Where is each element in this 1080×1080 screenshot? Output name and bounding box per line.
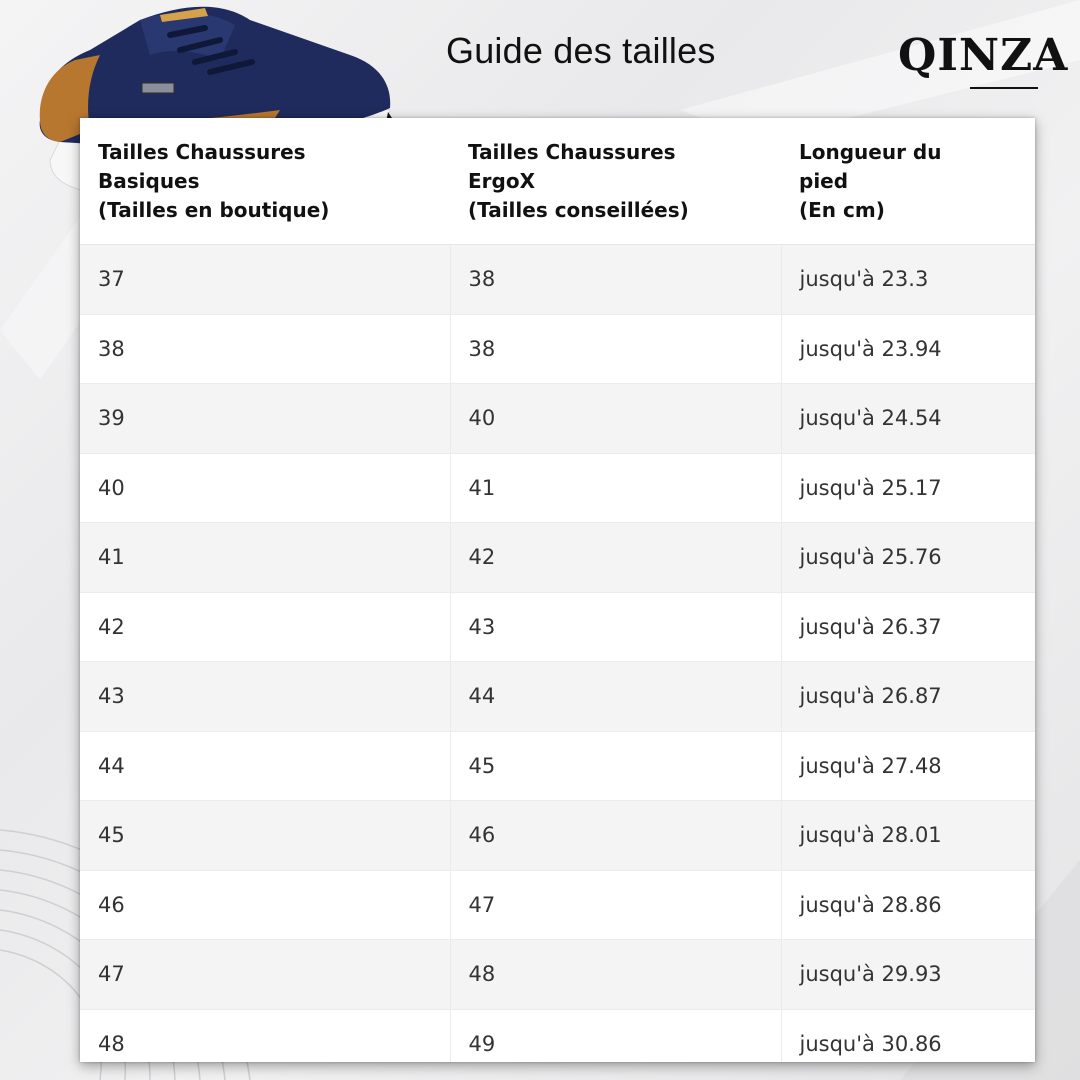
basic-size-cell: 46 [80,870,450,940]
table-row [80,384,1035,454]
ergox-size-cell: 42 [450,523,781,593]
header-line: Tailles Chaussures [468,139,676,164]
ergox-size-cell: 38 [450,314,781,384]
header-line: pied [799,168,849,193]
ergox-size-cell: 45 [450,731,781,801]
ergox-size-cell: 44 [450,662,781,732]
table-row [80,314,1035,384]
table-row [80,523,1035,593]
table-row [80,453,1035,523]
basic-size-cell: 44 [80,731,450,801]
basic-size-cell: 38 [80,314,450,384]
column-header-basic-sizes [80,118,450,245]
ergox-size-cell: 48 [450,940,781,1010]
ergox-size-cell: 46 [450,801,781,871]
brand-logo-text: QINZA [898,30,1069,81]
table-row [80,592,1035,662]
foot-length-cell: jusqu'à 26.87 [781,662,1035,732]
size-guide-table [80,118,1035,1062]
ergox-size-cell: 40 [450,384,781,454]
foot-length-cell: jusqu'à 24.54 [781,384,1035,454]
table-row [80,870,1035,940]
table-row [80,940,1035,1010]
header-line: Basiques [98,168,200,193]
ergox-size-cell: 43 [450,592,781,662]
column-header-ergox-sizes [450,118,781,245]
header-line: (Tailles en boutique) [98,197,330,222]
page-title: Guide des tailles [446,30,716,71]
foot-length-cell: jusqu'à 27.48 [781,731,1035,801]
foot-length-cell: jusqu'à 23.94 [781,314,1035,384]
basic-size-cell: 39 [80,384,450,454]
foot-length-cell: jusqu'à 23.3 [781,245,1035,315]
ergox-size-cell: 47 [450,870,781,940]
column-header-foot-length [781,118,1035,245]
foot-length-cell: jusqu'à 25.76 [781,523,1035,593]
header-line: (Tailles conseillées) [468,197,689,222]
ergox-size-cell: 41 [450,453,781,523]
foot-length-cell: jusqu'à 26.37 [781,592,1035,662]
basic-size-cell: 47 [80,940,450,1010]
foot-length-cell: jusqu'à 30.86 [781,1009,1035,1062]
header-line: (En cm) [799,197,885,222]
basic-size-cell: 43 [80,662,450,732]
table-row [80,1009,1035,1062]
brand-logo [898,30,1068,94]
basic-size-cell: 42 [80,592,450,662]
basic-size-cell: 45 [80,801,450,871]
table-row [80,731,1035,801]
basic-size-cell: 40 [80,453,450,523]
table-header-row [80,118,1035,245]
foot-length-cell: jusqu'à 25.17 [781,453,1035,523]
header-line: Tailles Chaussures [98,139,306,164]
header-line: ErgoX [468,168,536,193]
table-row [80,245,1035,315]
basic-size-cell: 48 [80,1009,450,1062]
foot-length-cell: jusqu'à 29.93 [781,940,1035,1010]
brand-logo-underline [970,87,1038,89]
table-row [80,662,1035,732]
table-row [80,801,1035,871]
basic-size-cell: 41 [80,523,450,593]
foot-length-cell: jusqu'à 28.01 [781,801,1035,871]
size-guide-card [80,118,1035,1062]
header-line: Longueur du [799,139,942,164]
foot-length-cell: jusqu'à 28.86 [781,870,1035,940]
ergox-size-cell: 38 [450,245,781,315]
basic-size-cell: 37 [80,245,450,315]
ergox-size-cell: 49 [450,1009,781,1062]
